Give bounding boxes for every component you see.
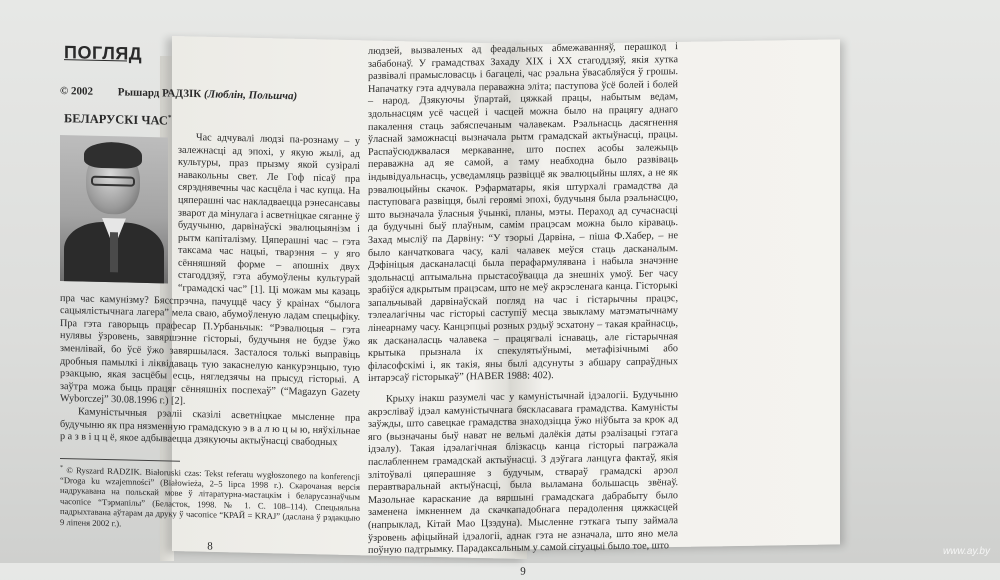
page-number-left: 8 [207, 540, 213, 553]
portrait-tie [110, 232, 118, 272]
author-place: (Люблін, Польшча) [204, 87, 298, 102]
footnote-text: © Ryszard RADZIK. Białoruski czas: Tekst referatu wygłoszonego na konferencji “Droga ku wzajemności” (Białowieża, 2–5 lipca 1998 r.). Скарочаная версія надрукавана на польскай мове ў літаратурна-мастацкім і беларусазнаўчым часопісе “Тэрмапілы” (Беласток, 1998. № 1. С. 108–114). Спецыяльна падрыхтавана аўтарам да друку ў часопісе “КРАЙ = KRAJ” (даслана ў рэдакцыю 9 ліпеня 2002 г.). [60, 464, 360, 529]
article-title [64, 109, 360, 131]
section-title: ПОГЛЯД [64, 42, 143, 64]
site-watermark: www.ay.by [942, 546, 990, 557]
portrait-hair [84, 141, 142, 168]
right-page-content [368, 41, 678, 580]
article-title-text: БЕЛАРУСКІ ЧАС [64, 111, 168, 128]
footnote-divider [60, 458, 180, 462]
left-page-content [60, 40, 360, 556]
byline [60, 85, 360, 104]
paragraph: Камуністычныя рэаліі сказілі асветніцкае мысленне пра будучыню як пра нязменную грамадскую э в а л ю ц ы ю, няўхільнае р а з в і ц ц ё, якое адбываецца дзякуючы актыўнасці свабодных [60, 406, 360, 449]
portrait-image [60, 135, 168, 283]
author-name: Рышард РАДЗІК [117, 85, 202, 100]
article-title-footnote-mark: * [167, 113, 172, 122]
author-photo [60, 135, 168, 285]
paragraph: Крыху інакш разумелі час у камуністычнай ідэалогіі. Будучыню акрэсліваў ідэал камуністычнага бяскласавага грамадства. Камуністы заўжды, што савецкае грамадства знаходзіцца ўжо ніўбыта за крок ад яго (вызначаны быў нават не вельмі далёкія даты рэалізацыі гэтага ідэалу). Такая ідэалагічная блізкасць канца гісторыі пагражала паслабленнем грамадскай актыўнасці. З дэўгага ланцуга фактаў, якія злітоўвалі цяперашняе з будучым, ствараў грамадскі арэол перавтваральнай актыўнасці, была выламана большасць звёнаў. Мазольнае караскание да вяршыні грамадскага дабрабыту было заменена імкненнем да скачкападобнага перадолення цяжкасцей (напрыклад, Кітай Мао Цзэдуна). Мысленне гэткага тыпу займала ўзровень афіцыйнай ідэалогіі, аднак гэта не азначала, што яно мела поўную падтрымку. Парадаксальным у самой сітуацыі было тое, што [368, 389, 678, 557]
footnote [60, 463, 360, 534]
copyright-year: © 2002 [60, 84, 93, 98]
paragraph: Час адчувалі людзі па-рознаму – у залежнасці ад эпохі, у якую жылі, ад культуры, праз прызму якой сузіралі навакольны свет. Ле Гоф пісаў пра сярэднявечны час касцёла і час купца. На цяперашні час накладваецца рэнесансавы зварот да мінулага і асветніцкае сяганне ў будучыню, дарвінаўскі эвалюцыянізм і рытм капіталізму. Цяперашні час – гэта таксама час нацыі, тварэння – у яго сённяшняй форме – апошніх двух стагоддзяў, гэта абумоўлены культурай “грамадскі час” [1]. Ці можам мы казаць пра час камунізму? Бясспрэчна, пачуццё часу ў краінах “былога сацыялістычнага лагера” мела сваю, абумоўленую ладам спецыфіку. Пра гэта гаворыць прафесар П.Урбаньчык: “Рэвалюцыя – гэта нулявы ўзровень, завяршэнне гісторыі, будучыня не будзе ўжо зменлівай, бо ўсё ўжо завяршылася. Засталося толькі выправіць дробныя памылкі і ліквідаваць тую закаснелую канкурэнцыю, тую рэакцыю, якая засцёбы есць, нягледзячы на прысуд гісторыі. А заўтра можа быць працяг сённяшніх поспехаў” (“Magazyn Gazety Wyborczej” 30.08.1996 г.) [2]. [60, 132, 360, 408]
footnote-mark: * [60, 464, 63, 471]
page-number-right: 9 [520, 565, 526, 578]
left-body-text [60, 129, 360, 451]
paragraph: людзей, вызваленых ад феадальных абмежаванняў, перашкод і забабонаў. У грамадствах Захаду XIX і XX стагоддзяў, якія хутка развівалі прамысловасць і багацелі, час рэальна ўвасабляўся ў грошы. Напачатку гэта адчувала пераважна эліта; паступова ўсё болей і болей – народ. Дзякуючы ўпартай, цяжкай працы, набытым ведам, здольнасцям усё часцей і часцей можна было на працягу аднаго пакалення стаць забяспечаным чалавекам. Рэальнасць дасягнення ўласнай заможнасці вызначала рытм грамадскай актыўнасці, працы. Распаўсюджвалася меркаванне, што поспех асобы залежыць пераважна ад яе самой, а таму неабходна было развіваць індывідуальнасць, усведамляць развіццё як эвалюцыйны шлях, а не як рэвалюцыйны скачок. Рэфарматары, якія штурхалі грамадства да паступовага развіцця, былі героямі эпохі, будучыня была рэальнасцю, што вызначала ўласныя ўчынкі, планы, мэты. Пераход ад сучаснасці да будучыні быў плаўным, самім працэсам можна было кіраваць. Захад мысліў па Дарвіну: “У тэорыі Дарвіна, – піша Ф.Хабер, – не было канчатковага часу, калі чалавек меўся стаць дасканалым. Дэфініцыя дасканаласці была перафармулявана і набыла значэнне здольнасці аптымальна прыстасоўвацца да знешніх умоў. Бег часу зрабіўся адкрытым працэсам, што не меў акрэсленага канца. Гісторыкі запальчывай дарвінаўскай погляд на час і гістарычны працэс, тэлеалагічны час гісторыі саступіў месца звыкламу матэматычнаму лінеарнаму часу. Канцэпцыі розных рэдыў эсхатону – такая крайнасць, як дасканаласць чалавека – працягвалі існаваць, але гістарычная крытыка прызнала іх спекулятыўнымі, метафізічнымі або філасофскімі і, як такія, яны былі адсунуты з абшару сапраўдных інтарэсаў гісторыкаў” (HABER 1988: 402). [368, 41, 678, 385]
portrait-glasses [91, 176, 135, 187]
